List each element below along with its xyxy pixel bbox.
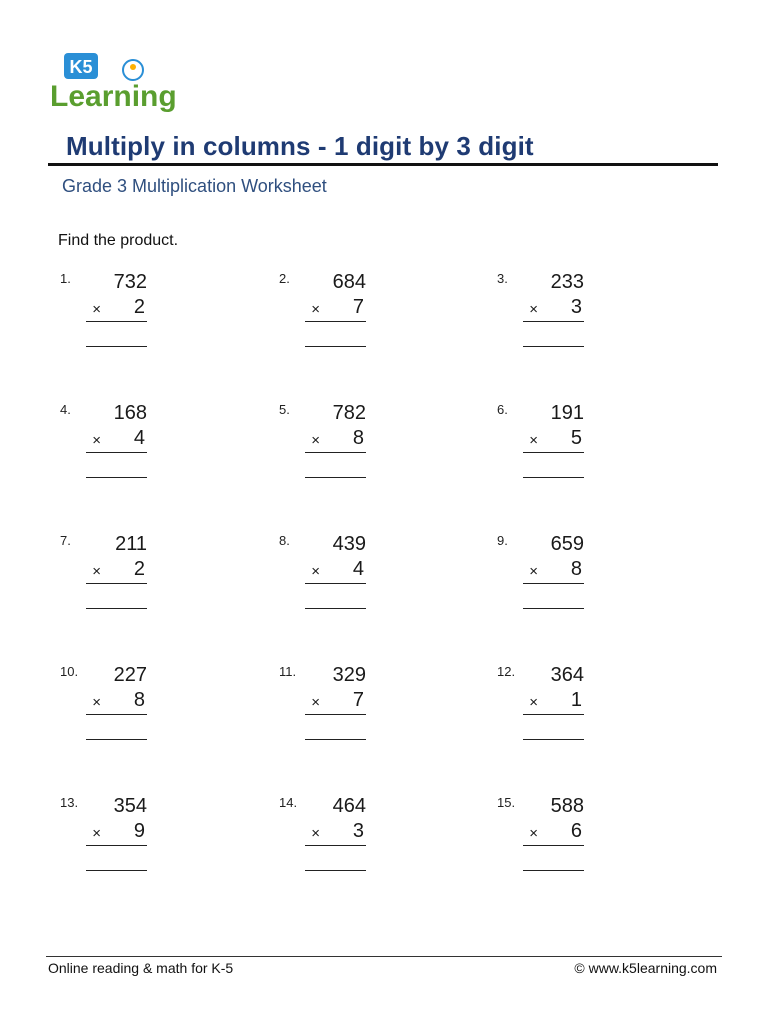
problem-number: 4. — [60, 402, 71, 417]
footer-divider — [46, 956, 722, 957]
problem-number: 15. — [497, 795, 516, 810]
problem-number: 6. — [497, 402, 508, 417]
problem-number: 14. — [279, 795, 298, 810]
problem-7 — [60, 533, 147, 613]
answer-line — [305, 346, 366, 347]
times-symbol: × — [529, 432, 538, 449]
times-symbol: × — [311, 432, 320, 449]
multiplicand: 659 — [550, 533, 584, 555]
problem-number: 1. — [60, 271, 71, 286]
product-line — [305, 845, 366, 846]
answer-line — [305, 870, 366, 871]
problem-14 — [279, 795, 366, 875]
product-line — [86, 321, 147, 322]
problem-1 — [60, 271, 147, 351]
multiplicand: 354 — [113, 795, 147, 817]
multiplicand: 329 — [332, 664, 366, 686]
multiplicand: 782 — [332, 402, 366, 424]
multiplicand: 439 — [332, 533, 366, 555]
problem-2 — [279, 271, 366, 351]
problem-11 — [279, 664, 366, 744]
product-line — [86, 714, 147, 715]
multiplier: 4 — [133, 427, 145, 449]
times-symbol: × — [311, 825, 320, 842]
problem-5 — [279, 402, 366, 482]
problem-number: 3. — [497, 271, 508, 286]
product-line — [523, 845, 584, 846]
multiplier: 8 — [352, 427, 364, 449]
problem-4 — [60, 402, 147, 482]
problem-number: 5. — [279, 402, 290, 417]
multiplier: 3 — [570, 296, 582, 318]
multiplier: 3 — [352, 820, 364, 842]
times-symbol: × — [311, 563, 320, 580]
times-symbol: × — [92, 301, 101, 318]
multiplier: 9 — [133, 820, 145, 842]
multiplicand: 211 — [115, 533, 147, 555]
multiplicand: 227 — [113, 664, 147, 686]
times-symbol: × — [311, 301, 320, 318]
problem-3 — [497, 271, 584, 351]
answer-line — [523, 608, 584, 609]
multiplicand: 464 — [332, 795, 366, 817]
problem-13 — [60, 795, 147, 875]
answer-line — [523, 346, 584, 347]
multiplier: 7 — [352, 689, 364, 711]
multiplicand: 732 — [113, 271, 147, 293]
worksheet-subtitle: Grade 3 Multiplication Worksheet — [62, 176, 327, 196]
product-line — [305, 321, 366, 322]
answer-line — [305, 739, 366, 740]
problem-number: 10. — [60, 664, 79, 679]
problem-8 — [279, 533, 366, 613]
problem-6 — [497, 402, 584, 482]
problem-number: 9. — [497, 533, 508, 548]
answer-line — [523, 870, 584, 871]
product-line — [523, 321, 584, 322]
footer-tagline: Online reading & math for K-5 — [48, 960, 234, 976]
problem-number: 11. — [279, 664, 297, 679]
multiplier: 5 — [570, 427, 582, 449]
times-symbol: × — [92, 563, 101, 580]
product-line — [523, 583, 584, 584]
product-line — [305, 583, 366, 584]
problem-number: 2. — [279, 271, 290, 286]
times-symbol: × — [529, 563, 538, 580]
times-symbol: × — [529, 825, 538, 842]
answer-line — [305, 477, 366, 478]
multiplier: 2 — [133, 558, 145, 580]
times-symbol: × — [311, 694, 320, 711]
answer-line — [523, 739, 584, 740]
problem-number: 13. — [60, 795, 79, 810]
answer-line — [86, 608, 147, 609]
times-symbol: × — [529, 301, 538, 318]
product-line — [86, 845, 147, 846]
worksheet-title: Multiply in columns - 1 digit by 3 digit — [66, 131, 534, 161]
problem-number: 12. — [497, 664, 516, 679]
problem-number: 8. — [279, 533, 290, 548]
answer-line — [86, 477, 147, 478]
product-line — [305, 452, 366, 453]
multiplicand: 588 — [550, 795, 584, 817]
footer-website: © www.k5learning.com — [574, 960, 717, 976]
product-line — [86, 452, 147, 453]
answer-line — [86, 739, 147, 740]
answer-line — [523, 477, 584, 478]
answer-line — [86, 346, 147, 347]
times-symbol: × — [92, 432, 101, 449]
product-line — [305, 714, 366, 715]
multiplier: 1 — [570, 689, 582, 711]
problem-15 — [497, 795, 584, 875]
multiplier: 2 — [133, 296, 145, 318]
k5-badge-text: K5 — [69, 57, 93, 77]
product-line — [523, 714, 584, 715]
multiplicand: 233 — [550, 271, 584, 293]
times-symbol: × — [529, 694, 538, 711]
problem-9 — [497, 533, 584, 613]
product-line — [86, 583, 147, 584]
multiplicand: 168 — [113, 402, 147, 424]
product-line — [523, 452, 584, 453]
problem-number: 7. — [60, 533, 71, 548]
multiplicand: 191 — [550, 402, 584, 424]
logo-word: Learning — [50, 80, 177, 113]
multiplicand: 364 — [550, 664, 584, 686]
multiplier: 4 — [352, 558, 364, 580]
multiplier: 8 — [570, 558, 582, 580]
answer-line — [86, 870, 147, 871]
multiplier: 8 — [133, 689, 145, 711]
instructions: Find the product. — [58, 232, 179, 249]
answer-line — [305, 608, 366, 609]
multiplicand: 684 — [332, 271, 366, 293]
multiplier: 6 — [570, 820, 582, 842]
times-symbol: × — [92, 694, 101, 711]
problem-12 — [497, 664, 584, 744]
problem-10 — [60, 664, 147, 744]
times-symbol: × — [92, 825, 101, 842]
multiplier: 7 — [352, 296, 364, 318]
